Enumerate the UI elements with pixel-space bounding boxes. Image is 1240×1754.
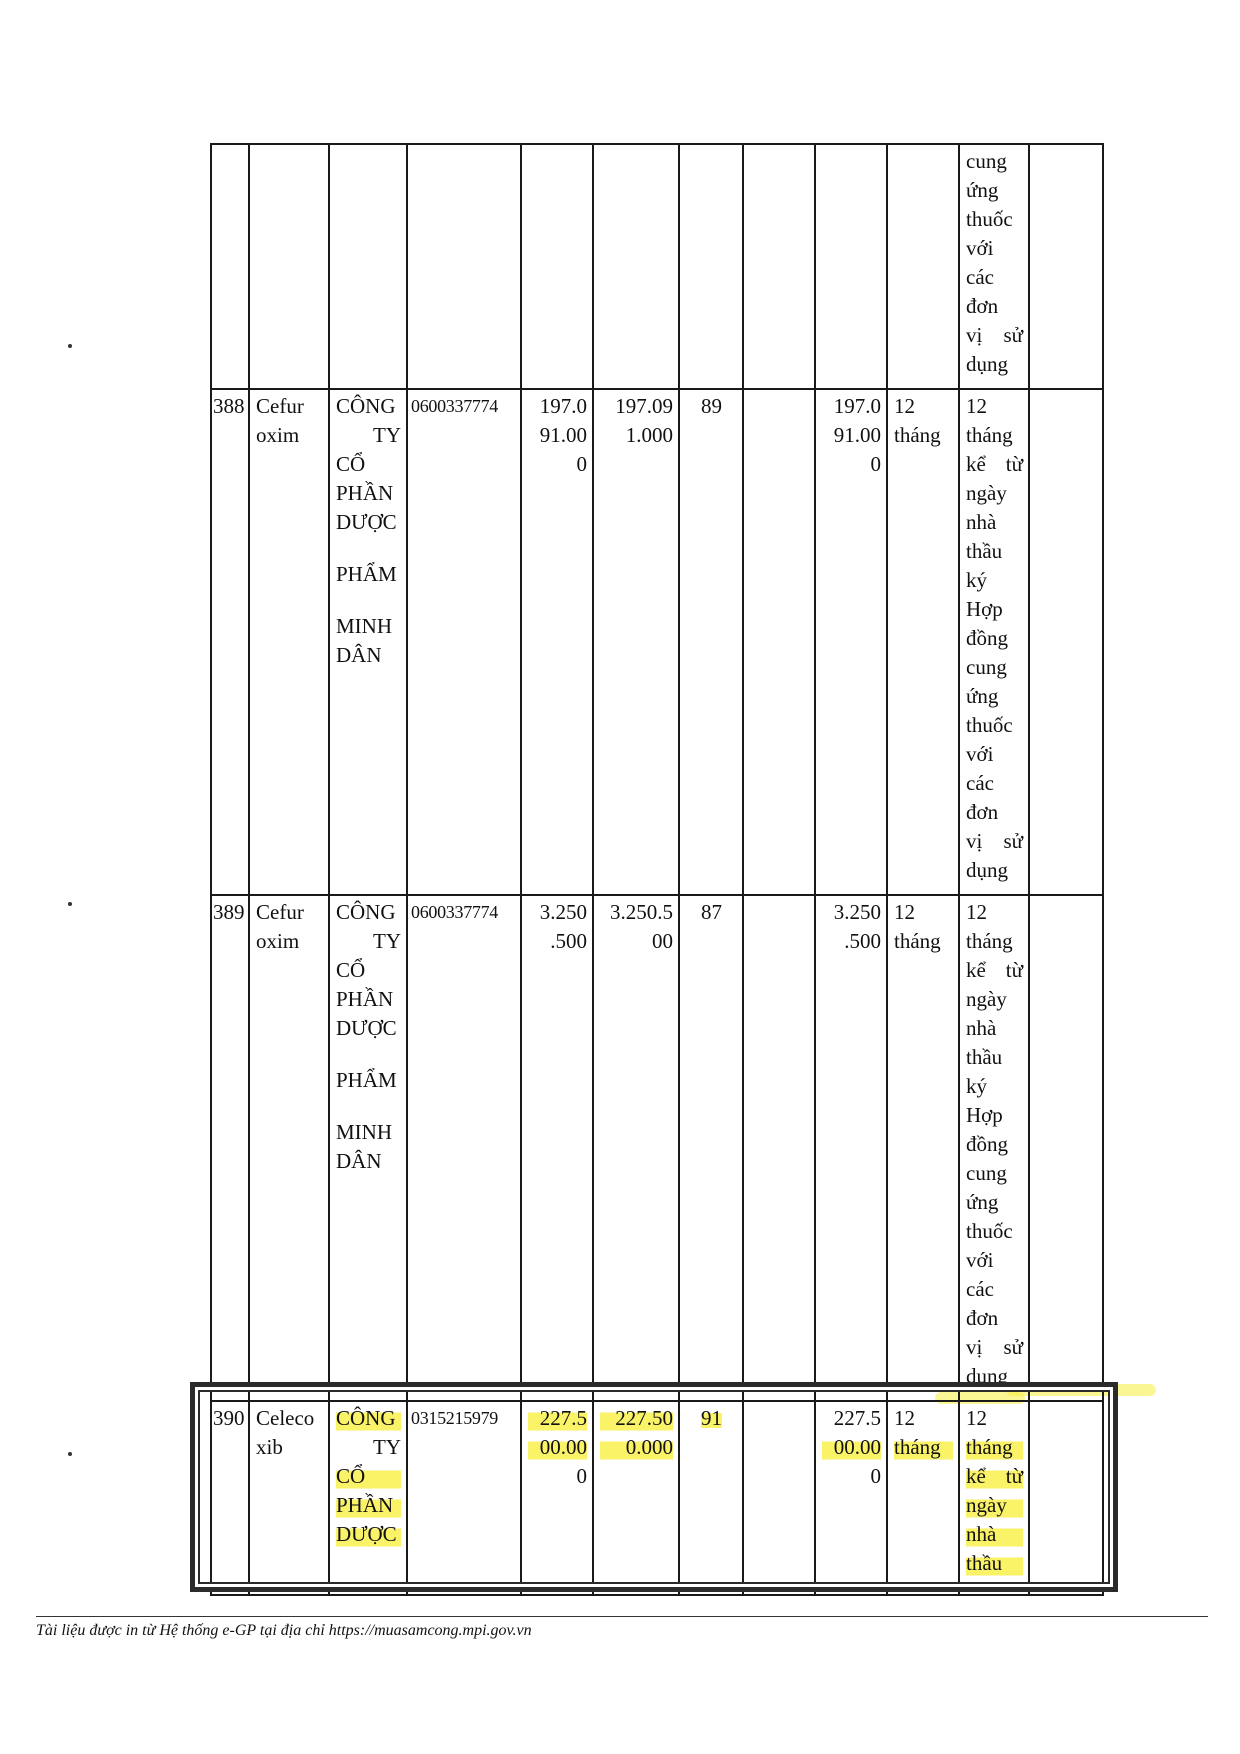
duration-line: 12	[894, 900, 915, 924]
value-line: 0	[576, 452, 587, 476]
empty-cell	[1029, 389, 1103, 895]
company-line: CỔ	[336, 452, 366, 476]
terms-line: ngày	[966, 1491, 1023, 1520]
company-gap	[336, 537, 401, 560]
value-line: .500	[844, 929, 881, 953]
terms-line: dụng	[966, 352, 1008, 376]
tax-code-cell	[407, 1401, 521, 1595]
duration-cell	[887, 1401, 959, 1595]
duration-cell	[887, 895, 959, 1401]
footer-source-note: Tài liệu được in từ Hệ thống e-GP tại địa chỉ https://muasamcong.mpi.gov.vn	[36, 1622, 532, 1639]
value-line: 197.0	[833, 394, 881, 418]
value-line: 0	[870, 1464, 881, 1488]
stt: 389	[213, 900, 245, 924]
company-line: CÔNG	[336, 1404, 401, 1433]
value-line: 0.000	[600, 1433, 673, 1462]
terms-line: kể từ	[966, 452, 1023, 476]
terms-line: ứng	[966, 178, 999, 202]
terms-line: với	[966, 236, 994, 260]
company-line: TY	[373, 1435, 401, 1459]
company-line: PHẦN	[336, 1491, 401, 1520]
drug-name-line: Cefur	[256, 394, 304, 418]
company-line: PHẦN	[336, 481, 394, 505]
company-line: DƯỢC	[336, 1520, 401, 1549]
scan-speck	[68, 902, 72, 906]
company-line: PHẦN	[336, 987, 394, 1011]
terms-line: nhà	[966, 1016, 997, 1040]
company-line: CÔNG	[336, 394, 396, 418]
terms-line: ứng	[966, 1190, 999, 1214]
terms-line: thầu	[966, 1045, 1003, 1069]
company-line: DÂN	[336, 1149, 382, 1173]
score-cell	[679, 1401, 743, 1595]
stt-cell	[211, 895, 249, 1401]
scan-speck	[68, 344, 72, 348]
company-line: DÂN	[336, 643, 382, 667]
tax-code: 0600337774	[411, 902, 499, 922]
company-line: CÔNG	[336, 900, 396, 924]
company-line: DƯỢC	[336, 1016, 397, 1040]
terms-line: đơn	[966, 294, 999, 318]
value-line: 0	[870, 452, 881, 476]
terms-line: kể từ	[966, 958, 1023, 982]
corrected-price-cell	[593, 389, 679, 895]
terms-cell	[959, 895, 1029, 1401]
award-price-cell	[815, 1401, 887, 1595]
terms-line: nhà	[966, 510, 997, 534]
tax-code-cell	[407, 895, 521, 1401]
stt-cell	[211, 1401, 249, 1595]
company-line: TY	[373, 929, 401, 953]
value-line: 91.00	[833, 423, 881, 447]
terms-line: vị sử	[966, 323, 1023, 347]
terms-line: thuốc	[966, 713, 1013, 737]
terms-line: thuốc	[966, 207, 1013, 231]
terms-line: đơn	[966, 800, 999, 824]
empty-cell	[743, 389, 815, 895]
score: 91	[701, 1406, 722, 1430]
terms-line: vị sử	[966, 1335, 1023, 1359]
terms-line: cung	[966, 655, 1007, 679]
table-row-continuation	[211, 144, 1103, 389]
award-price-cell	[815, 389, 887, 895]
duration-line: tháng	[894, 423, 941, 447]
terms-line: 12	[966, 394, 987, 418]
score: 87	[701, 900, 722, 924]
terms-line: thầu	[966, 539, 1003, 563]
terms-line: 12	[966, 1406, 987, 1430]
company-line: CỔ	[336, 958, 366, 982]
company-line: TY	[373, 423, 401, 447]
value-line: 3.250	[539, 900, 587, 924]
terms-line: tháng	[966, 929, 1013, 953]
stt: 388	[213, 394, 245, 418]
terms-line: dụng	[966, 1364, 1008, 1388]
stt-cell	[211, 389, 249, 895]
terms-line: với	[966, 1248, 994, 1272]
terms-line: ngày	[966, 987, 1007, 1011]
company-line: MINH	[336, 614, 392, 638]
value-line: 197.0	[539, 394, 587, 418]
company-gap	[336, 1095, 401, 1118]
company-line: CỔ	[336, 1462, 401, 1491]
empty-cell	[743, 895, 815, 1401]
award-price-cell	[815, 895, 887, 1401]
duration-line: 12	[894, 1406, 915, 1430]
empty-cell	[743, 1401, 815, 1595]
table-row	[211, 389, 1103, 895]
score: 89	[701, 394, 722, 418]
value-line: 227.50	[600, 1404, 673, 1433]
empty-cell	[1029, 895, 1103, 1401]
table-row	[211, 895, 1103, 1401]
drug-name-line: oxim	[256, 423, 300, 447]
terms-line: thuốc	[966, 1219, 1013, 1243]
terms-line: tháng	[966, 423, 1013, 447]
value-line: 197.09	[615, 394, 673, 418]
terms-cell	[959, 389, 1029, 895]
duration-line: tháng	[894, 929, 941, 953]
terms-line: với	[966, 742, 994, 766]
drug-name-line: xib	[256, 1435, 283, 1459]
drug-name-cell	[249, 389, 329, 895]
terms-line: vị sử	[966, 829, 1023, 853]
company-line: DƯỢC	[336, 510, 397, 534]
drug-name-cell	[249, 895, 329, 1401]
table-row-highlighted	[211, 1401, 1103, 1595]
scan-speck	[68, 1452, 72, 1456]
terms-line: Hợp	[966, 1103, 1003, 1127]
company-gap	[336, 1043, 401, 1066]
terms-line: ngày	[966, 481, 1007, 505]
terms-line: tháng	[966, 1433, 1023, 1462]
company-gap	[336, 589, 401, 612]
terms-cell	[959, 1401, 1029, 1595]
value-line: 00	[652, 929, 673, 953]
terms-line: ký	[966, 1074, 987, 1098]
bid-price-cell	[521, 389, 593, 895]
corrected-price-cell	[593, 1401, 679, 1595]
tax-code-cell	[407, 389, 521, 895]
value-line: 227.5	[528, 1404, 587, 1433]
company-line: PHẨM	[336, 562, 397, 586]
terms-line: ký	[966, 568, 987, 592]
score-cell	[679, 895, 743, 1401]
terms-line: đơn	[966, 1306, 999, 1330]
bid-price-cell	[521, 1401, 593, 1595]
value-line: 00.00	[822, 1433, 881, 1462]
empty-cell	[1029, 1401, 1103, 1595]
terms-line: kể từ	[966, 1462, 1023, 1491]
terms-line: cung	[966, 149, 1007, 173]
value-line: 00.00	[528, 1433, 587, 1462]
duration-cell	[887, 389, 959, 895]
value-line: .500	[550, 929, 587, 953]
terms-line: đồng	[966, 1132, 1008, 1156]
drug-name-line: Celeco	[256, 1406, 315, 1430]
duration-line: 12	[894, 394, 915, 418]
footer-divider	[36, 1616, 1208, 1617]
value-line: 3.250.5	[610, 900, 673, 924]
corrected-price-cell	[593, 895, 679, 1401]
tax-code: 0315215979	[411, 1408, 499, 1428]
value-line: 0	[576, 1464, 587, 1488]
score-cell	[679, 389, 743, 895]
value-line: 227.5	[833, 1406, 881, 1430]
tax-code: 0600337774	[411, 396, 499, 416]
drug-name-line: oxim	[256, 929, 300, 953]
terms-line: ứng	[966, 684, 999, 708]
terms-line: đồng	[966, 626, 1008, 650]
value-line: 3.250	[833, 900, 881, 924]
stt: 390	[213, 1406, 245, 1430]
terms-line: các	[966, 1277, 994, 1301]
terms-line: các	[966, 265, 994, 289]
terms-line: Hợp	[966, 597, 1003, 621]
terms-line: nhà	[966, 1520, 1023, 1549]
terms-line: cung	[966, 1161, 1007, 1185]
terms-line: dụng	[966, 858, 1008, 882]
bid-result-table	[210, 143, 1104, 1596]
bid-price-cell	[521, 895, 593, 1401]
terms-line: thầu	[966, 1549, 1023, 1578]
duration-line: tháng	[894, 1433, 953, 1462]
terms-line: 12	[966, 900, 987, 924]
company-cell	[329, 1401, 407, 1595]
value-line: 91.00	[539, 423, 587, 447]
terms-line: các	[966, 771, 994, 795]
company-line: PHẨM	[336, 1068, 397, 1092]
drug-name-cell	[249, 1401, 329, 1595]
company-cell	[329, 895, 407, 1401]
terms-cell	[959, 144, 1029, 389]
company-cell	[329, 389, 407, 895]
drug-name-line: Cefur	[256, 900, 304, 924]
company-line: MINH	[336, 1120, 392, 1144]
value-line: 1.000	[625, 423, 673, 447]
